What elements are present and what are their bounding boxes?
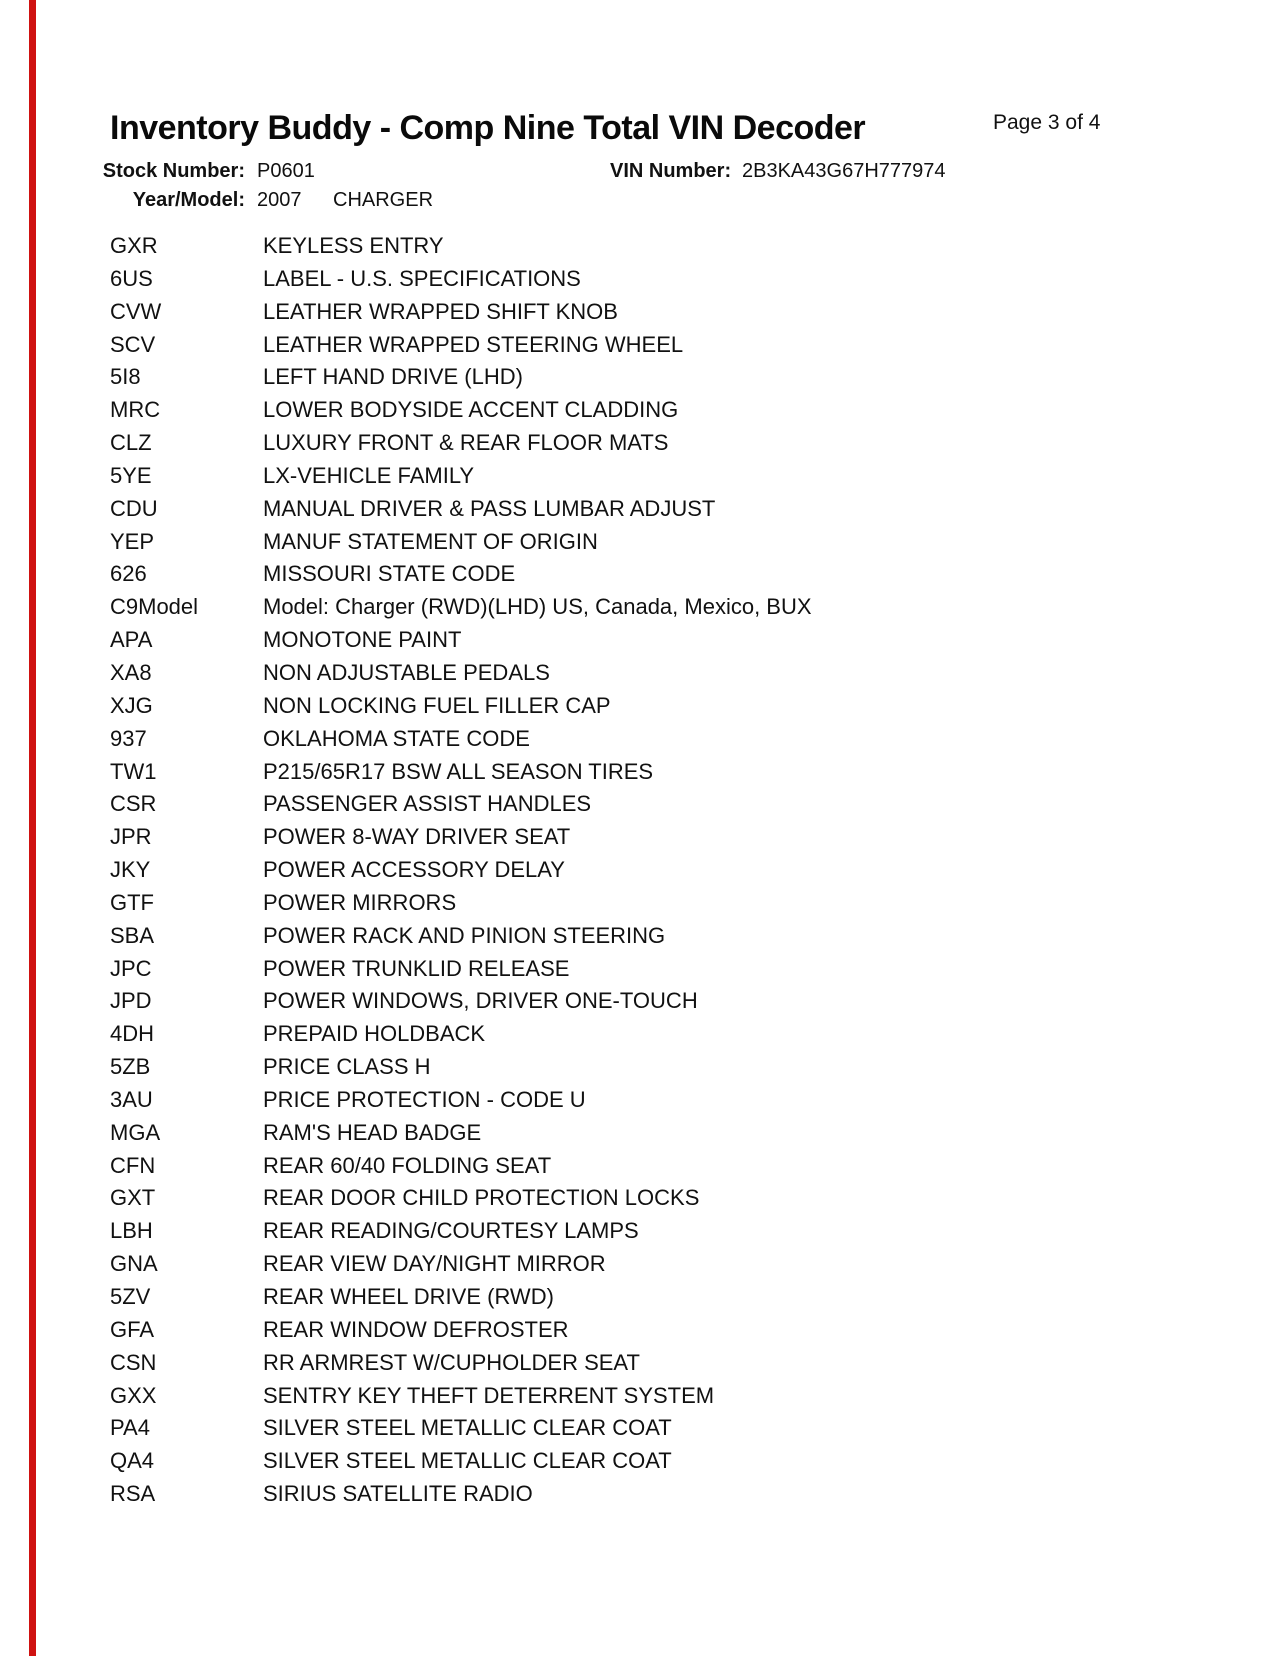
option-code: 626 — [110, 561, 147, 587]
option-code: CSR — [110, 791, 157, 817]
option-description: SILVER STEEL METALLIC CLEAR COAT — [263, 1415, 672, 1441]
option-description: SIRIUS SATELLITE RADIO — [263, 1481, 533, 1507]
option-description: NON LOCKING FUEL FILLER CAP — [263, 692, 611, 718]
option-row — [0, 394, 1280, 427]
option-code: 937 — [110, 725, 147, 751]
option-row — [0, 1380, 1280, 1413]
option-description: REAR 60/40 FOLDING SEAT — [263, 1152, 552, 1178]
option-code: APA — [110, 627, 153, 653]
option-row — [0, 526, 1280, 559]
option-row — [0, 1281, 1280, 1314]
option-row — [0, 854, 1280, 887]
option-row — [0, 1215, 1280, 1248]
option-description: REAR WINDOW DEFROSTER — [263, 1316, 569, 1342]
option-description: MISSOURI STATE CODE — [263, 561, 516, 587]
option-row — [0, 1150, 1280, 1183]
option-row — [0, 329, 1280, 362]
options-list — [0, 230, 1280, 1511]
option-code: MGA — [110, 1119, 161, 1145]
option-row — [0, 821, 1280, 854]
option-code: 5I8 — [110, 364, 141, 390]
option-row — [0, 1314, 1280, 1347]
option-code: 5YE — [110, 462, 152, 488]
option-description: MANUF STATEMENT OF ORIGIN — [263, 528, 598, 554]
option-code: JPD — [110, 988, 152, 1014]
option-code: JPR — [110, 824, 152, 850]
option-code: QA4 — [110, 1448, 155, 1474]
option-row — [0, 920, 1280, 953]
option-row — [0, 953, 1280, 986]
option-row — [0, 985, 1280, 1018]
option-code: 5ZV — [110, 1284, 151, 1309]
stock-number-value: P0601 — [257, 160, 315, 182]
option-description: MANUAL DRIVER & PASS LUMBAR ADJUST — [263, 495, 716, 521]
option-code: GTF — [110, 889, 154, 915]
option-description: RAM'S HEAD BADGE — [263, 1119, 482, 1145]
option-description: POWER WINDOWS, DRIVER ONE-TOUCH — [263, 988, 698, 1014]
option-description: POWER MIRRORS — [263, 889, 457, 915]
option-row — [0, 1248, 1280, 1281]
option-row — [0, 624, 1280, 657]
option-description: PASSENGER ASSIST HANDLES — [263, 791, 592, 817]
option-code: PA4 — [110, 1415, 150, 1441]
option-code: MRC — [110, 397, 161, 423]
option-code: TW1 — [110, 758, 157, 784]
option-code: RSA — [110, 1481, 156, 1507]
option-description: POWER RACK AND PINION STEERING — [263, 922, 666, 948]
option-row — [0, 1182, 1280, 1215]
option-row — [0, 1018, 1280, 1051]
model-value: CHARGER — [333, 189, 434, 211]
option-code: GXT — [110, 1185, 156, 1211]
option-description: LEATHER WRAPPED STEERING WHEEL — [263, 331, 684, 357]
option-row — [0, 1412, 1280, 1445]
option-code: 4DH — [110, 1021, 155, 1047]
option-row — [0, 1347, 1280, 1380]
option-description: Model: Charger (RWD)(LHD) US, Canada, Mexico, BUX — [263, 594, 812, 620]
option-description: LUXURY FRONT & REAR FLOOR MATS — [263, 430, 669, 456]
option-row — [0, 361, 1280, 394]
option-description: POWER ACCESSORY DELAY — [263, 857, 565, 883]
option-row — [0, 788, 1280, 821]
option-row — [0, 296, 1280, 329]
option-description: OKLAHOMA STATE CODE — [263, 725, 530, 751]
option-code: XA8 — [110, 659, 152, 685]
option-code: CFN — [110, 1152, 156, 1178]
option-description: POWER 8-WAY DRIVER SEAT — [263, 824, 571, 850]
option-row — [0, 427, 1280, 460]
option-description: SENTRY KEY THEFT DETERRENT SYSTEM — [263, 1382, 715, 1408]
option-row — [0, 460, 1280, 493]
option-row — [0, 263, 1280, 296]
option-code: YEP — [110, 528, 155, 554]
option-row — [0, 1117, 1280, 1150]
option-code: JKY — [110, 857, 151, 883]
option-code: SCV — [110, 331, 156, 357]
option-description: PREPAID HOLDBACK — [263, 1021, 486, 1047]
option-code: GFA — [110, 1316, 155, 1342]
page-number: Page 3 of 4 — [993, 111, 1101, 134]
option-row — [0, 887, 1280, 920]
option-description: KEYLESS ENTRY — [263, 233, 444, 258]
option-code: JPC — [110, 955, 152, 981]
option-description: LEFT HAND DRIVE (LHD) — [263, 364, 523, 390]
option-row — [0, 558, 1280, 591]
option-description: REAR WHEEL DRIVE (RWD) — [263, 1284, 554, 1309]
year-model-label: Year/Model: — [132, 189, 245, 211]
option-row — [0, 1445, 1280, 1478]
year-value: 2007 — [257, 189, 302, 211]
option-description: RR ARMREST W/CUPHOLDER SEAT — [263, 1349, 640, 1375]
option-code: GNA — [110, 1251, 158, 1277]
option-description: SILVER STEEL METALLIC CLEAR COAT — [263, 1448, 672, 1474]
option-code: 5ZB — [110, 1054, 151, 1080]
option-description: LEATHER WRAPPED SHIFT KNOB — [263, 298, 618, 324]
option-code: 3AU — [110, 1086, 153, 1112]
option-code: 6US — [110, 265, 153, 291]
option-row — [0, 756, 1280, 789]
option-code: C9Model — [110, 594, 199, 620]
option-description: NON ADJUSTABLE PEDALS — [263, 659, 550, 685]
option-code: CSN — [110, 1349, 157, 1375]
option-row — [0, 723, 1280, 756]
option-description: REAR DOOR CHILD PROTECTION LOCKS — [263, 1185, 700, 1211]
option-description: MONOTONE PAINT — [263, 627, 462, 653]
option-row — [0, 230, 1280, 263]
option-code: XJG — [110, 692, 153, 718]
option-row — [0, 1084, 1280, 1117]
option-code: GXX — [110, 1382, 157, 1408]
page-title: Inventory Buddy - Comp Nine Total VIN Decoder — [110, 109, 866, 147]
option-row — [0, 591, 1280, 624]
option-code: CVW — [110, 298, 162, 324]
option-description: PRICE PROTECTION - CODE U — [263, 1086, 586, 1112]
option-code: GXR — [110, 233, 158, 258]
option-description: PRICE CLASS H — [263, 1054, 431, 1080]
option-description: REAR READING/COURTESY LAMPS — [263, 1218, 639, 1244]
option-row — [0, 1478, 1280, 1511]
option-description: LABEL - U.S. SPECIFICATIONS — [263, 265, 581, 291]
stock-number-label: Stock Number: — [102, 160, 245, 182]
option-description: P215/65R17 BSW ALL SEASON TIRES — [263, 758, 654, 784]
option-row — [0, 690, 1280, 723]
option-row — [0, 657, 1280, 690]
option-description: POWER TRUNKLID RELEASE — [263, 955, 570, 981]
option-code: CDU — [110, 495, 158, 521]
option-description: REAR VIEW DAY/NIGHT MIRROR — [263, 1251, 606, 1277]
option-row — [0, 493, 1280, 526]
vin-number-value: 2B3KA43G67H777974 — [742, 160, 946, 182]
option-code: CLZ — [110, 430, 152, 456]
option-description: LX-VEHICLE FAMILY — [263, 462, 475, 488]
option-code: LBH — [110, 1218, 153, 1244]
option-description: LOWER BODYSIDE ACCENT CLADDING — [263, 397, 679, 423]
option-row — [0, 1051, 1280, 1084]
vin-number-label: VIN Number: — [610, 160, 732, 182]
option-code: SBA — [110, 922, 155, 948]
